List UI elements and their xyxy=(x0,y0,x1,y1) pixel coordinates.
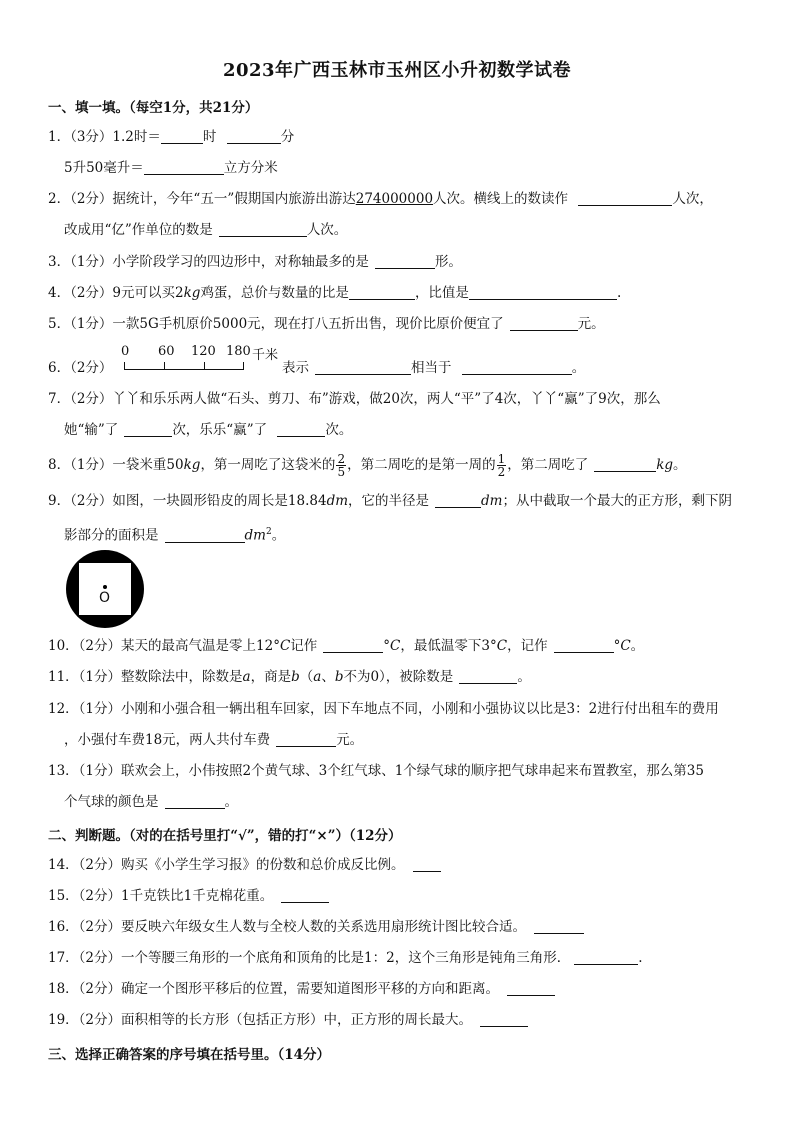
question-6-number: 6．（2分） xyxy=(48,360,113,376)
question-8: 8．（1分）一袋米重50kg，第一周吃了这袋米的 $\frac{2}{5}$ ，第二周吃的是第一周的 $\frac{1}{2}$ ，第二周吃了 kg。 xyxy=(48,452,687,479)
answer-blank[interactable] xyxy=(165,794,225,809)
fraction: $\frac{1}{2}$ xyxy=(497,452,506,479)
answer-blank[interactable] xyxy=(165,528,245,543)
answer-blank[interactable] xyxy=(435,493,481,508)
answer-blank[interactable] xyxy=(534,919,584,934)
center-dot xyxy=(103,585,107,589)
answer-blank[interactable] xyxy=(413,857,441,872)
scale-label: 180 xyxy=(226,344,251,359)
question-13: 13．（1分）联欢会上，小伟按照2个黄气球、3个红气球、1个绿气球的顺序把气球串起来布置教室，那么第35 xyxy=(48,763,704,779)
scale-unit: 千米 xyxy=(252,348,279,363)
answer-blank[interactable] xyxy=(510,316,578,331)
question-2: 2．（2分）据统计，今年“五一”假期国内旅游出游达274000000人次。横线上的数读作 人次， xyxy=(48,191,713,207)
question-3: 3．（1分）小学阶段学习的四边形中，对称轴最多的是 形。 xyxy=(48,254,462,270)
scale-tick xyxy=(243,362,244,370)
answer-blank[interactable] xyxy=(281,888,329,903)
question-7: 7．（2分）丫丫和乐乐两人做“石头、剪刀、布”游戏，做20次，两人“平”了4次，丫丫“赢”了9次，那么 xyxy=(48,391,661,407)
question-12: 12．（1分）小刚和小强合租一辆出租车回家，因下车地点不同，小刚和小强协议以比是3：2进行付出租车的费用 xyxy=(48,701,719,717)
question-19: 19．（2分）面积相等的长方形（包括正方形）中，正方形的周长最大。 xyxy=(48,1011,528,1029)
answer-blank[interactable] xyxy=(594,457,656,472)
circle-square-figure xyxy=(66,550,144,628)
scale-axis xyxy=(124,369,244,370)
question-5: 5．（1分）一款5G手机原价5000元，现在打八五折出售，现价比原价便宜了 元。 xyxy=(48,316,605,332)
answer-blank[interactable] xyxy=(323,638,383,653)
answer-blank[interactable] xyxy=(554,638,614,653)
answer-blank[interactable] xyxy=(469,285,617,300)
scale-label: 120 xyxy=(191,344,216,359)
question-11: 11．（1分）整数除法中，除数是a，商是b（a、b不为0），被除数是 。 xyxy=(48,669,531,685)
question-18: 18．（2分）确定一个图形平移后的位置，需要知道图形平移的方向和距离。 xyxy=(48,980,555,998)
question-13-line-2: 个气球的颜色是 。 xyxy=(64,794,238,810)
question-4: 4．（2分）9元可以买2kg鸡蛋，总价与数量的比是 ，比值是 . xyxy=(48,285,622,301)
scale-label: 60 xyxy=(158,344,175,359)
answer-blank[interactable] xyxy=(507,981,555,996)
answer-blank[interactable] xyxy=(124,422,172,437)
center-label: O xyxy=(99,590,111,606)
question-12-line-2: ，小强付车费18元，两人共付车费 元。 xyxy=(64,732,364,748)
question-15: 15．（2分）1千克铁比1千克棉花重。 xyxy=(48,887,329,905)
question-16: 16．（2分）要反映六年级女生人数与全校人数的关系选用扇形统计图比较合适。 xyxy=(48,918,584,936)
answer-blank[interactable] xyxy=(480,1012,528,1027)
page-title: 2023年广西玉林市玉州区小升初数学试卷 xyxy=(222,60,572,81)
answer-blank[interactable] xyxy=(375,254,435,269)
question-1-line-2: 5升50毫升＝ 立方分米 xyxy=(64,160,278,176)
scale-tick xyxy=(164,362,165,370)
scale-tick xyxy=(124,362,125,370)
section-3-heading: 三、选择正确答案的序号填在括号里。（14分） xyxy=(48,1047,331,1063)
scale-label: 0 xyxy=(121,344,130,359)
answer-blank[interactable] xyxy=(144,160,224,175)
answer-blank[interactable] xyxy=(315,360,411,375)
scale-bar xyxy=(118,344,293,376)
question-2-line-2: 改成用“亿”作单位的数是 人次。 xyxy=(64,222,348,238)
question-10: 10．（2分）某天的最高气温是零上12°C记作 °C，最低温零下3°C，记作 °C。 xyxy=(48,638,645,654)
question-17: 17．（2分）一个等腰三角形的一个底角和顶角的比是1：2，这个三角形是钝角三角形． . xyxy=(48,950,643,966)
answer-blank[interactable] xyxy=(578,191,672,206)
question-1: 1．（3分）1.2时＝ 时 分 xyxy=(48,129,295,145)
answer-blank[interactable] xyxy=(219,222,307,237)
answer-blank[interactable] xyxy=(462,360,572,375)
answer-blank[interactable] xyxy=(161,129,203,144)
answer-blank[interactable] xyxy=(349,285,415,300)
answer-blank[interactable] xyxy=(277,422,325,437)
question-6-text: 表示 相当于 。 xyxy=(282,360,586,376)
inscribed-square xyxy=(79,563,131,615)
question-9-line-2: 影部分的面积是 $dm^2$。 xyxy=(64,527,286,544)
question-9: 9．（2分）如图，一块圆形铅皮的周长是18.84dm，它的半径是 dm；从中截取一个最大的正方形，剩下阴 xyxy=(48,493,732,509)
answer-blank[interactable] xyxy=(227,129,281,144)
answer-blank[interactable] xyxy=(574,950,638,965)
section-1-heading: 一、填一填。（每空1分，共21分） xyxy=(48,100,259,116)
section-2-heading: 二、判断题。（对的在括号里打“√”，错的打“×”）（12分） xyxy=(48,828,402,844)
scale-tick xyxy=(204,362,205,370)
question-14: 14．（2分）购买《小学生学习报》的份数和总价成反比例。 xyxy=(48,856,441,874)
question-7-line-2: 她“输”了 次，乐乐“赢”了 次。 xyxy=(64,422,353,438)
answer-blank[interactable] xyxy=(459,669,517,684)
answer-blank[interactable] xyxy=(276,732,336,747)
fraction: $\frac{2}{5}$ xyxy=(337,452,346,479)
